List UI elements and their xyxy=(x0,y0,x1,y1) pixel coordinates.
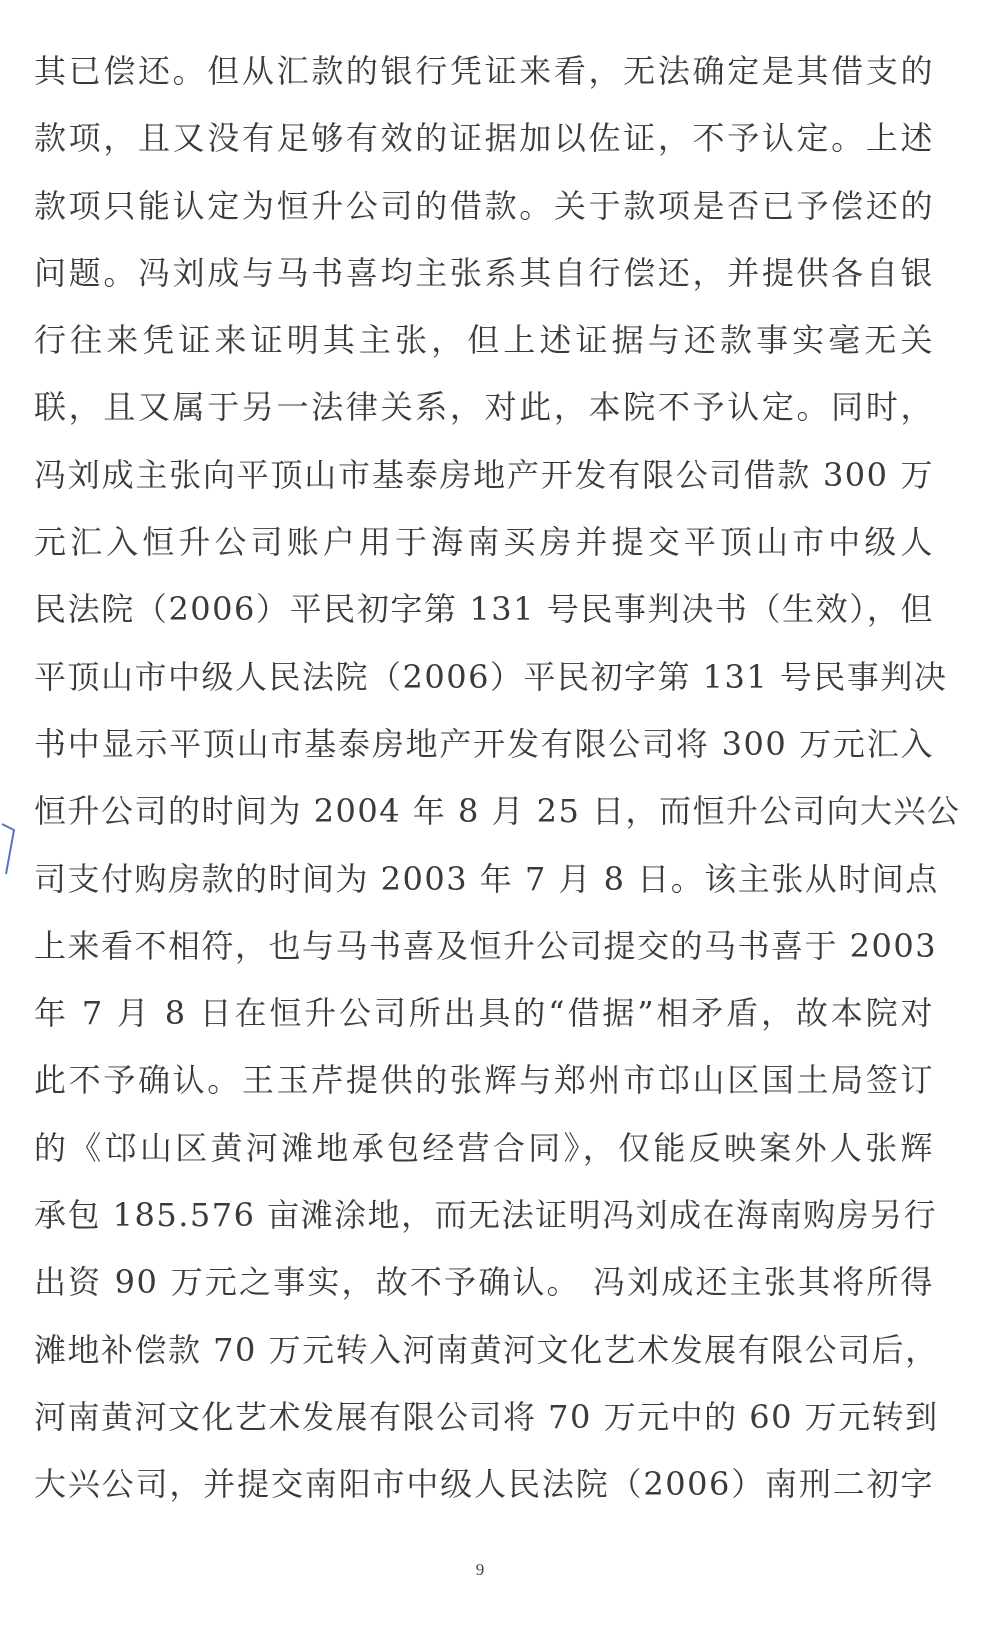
text-line: 滩地补偿款 70 万元转入河南黄河文化艺术发展有限公司后， xyxy=(34,1330,939,1369)
text-line: 行往来凭证来证明其主张，但上述证据与还款事实毫无关 xyxy=(34,321,934,360)
text-line: 出资 90 万元之事实，故不予确认。 冯刘成还主张其将所得 xyxy=(34,1263,934,1302)
text-line: 司支付购房款的时间为 2003 年 7 月 8 日。该主张从时间点 xyxy=(34,859,939,898)
text-line: 上来看不相符，也与马书喜及恒升公司提交的马书喜于 2003 xyxy=(34,926,938,965)
text-line: 其已偿还。但从汇款的银行凭证来看，无法确定是其借支的 xyxy=(34,52,934,90)
page-number: 9 xyxy=(475,1560,485,1579)
text-line: 联，且又属于另一法律关系，对此，本院不予认定。同时， xyxy=(34,388,934,427)
text-line: 的《邙山区黄河滩地承包经营合同》，仅能反映案外人张辉 xyxy=(34,1128,934,1167)
text-line: 冯刘成主张向平顶山市基泰房地产开发有限公司借款 300 万 xyxy=(34,455,934,494)
text-line: 款项，且又没有足够有效的证据加以佐证，不予认定。上述 xyxy=(34,119,934,158)
text-line: 元汇入恒升公司账户用于海南买房并提交平顶山市中级人 xyxy=(34,523,934,562)
text-line: 年 7 月 8 日在恒升公司所出具的“借据”相矛盾，故本院对 xyxy=(34,994,934,1033)
text-line: 恒升公司的时间为 2004 年 8 月 25 日，而恒升公司向大兴公 xyxy=(34,792,961,831)
text-line: 河南黄河文化艺术发展有限公司将 70 万元中的 60 万元转到 xyxy=(34,1397,939,1436)
text-line: 大兴公司，并提交南阳市中级人民法院（2006）南刑二初字 xyxy=(34,1465,934,1504)
text-line: 问题。冯刘成与马书喜均主张系其自行偿还，并提供各自银 xyxy=(34,253,934,292)
text-line: 平顶山市中级人民法院（2006）平民初字第 131 号民事判决 xyxy=(34,657,948,696)
text-line: 民法院（2006）平民初字第 131 号民事判决书（生效），但 xyxy=(34,590,934,629)
margin-ink-mark-icon xyxy=(0,820,18,880)
body-text xyxy=(34,38,961,1519)
text-line: 款项只能认定为恒升公司的借款。关于款项是否已予偿还的 xyxy=(34,186,934,225)
text-line: 此不予确认。王玉芹提供的张辉与郑州市邙山区国土局签订 xyxy=(34,1061,934,1100)
text-line: 承包 185.576 亩滩涂地，而无法证明冯刘成在海南购房另行 xyxy=(34,1196,938,1235)
text-line: 书中显示平顶山市基泰房地产开发有限公司将 300 万元汇入 xyxy=(34,724,934,763)
